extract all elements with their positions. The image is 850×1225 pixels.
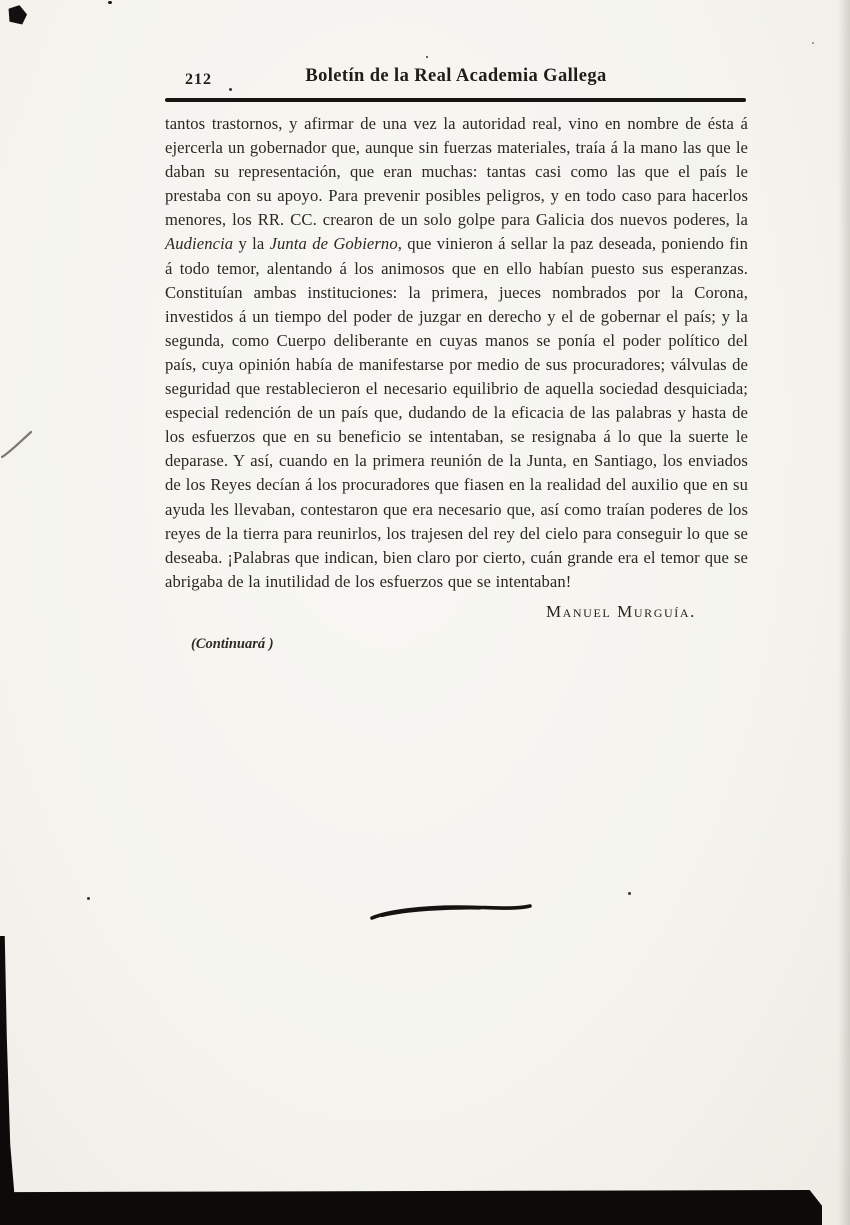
paragraph-segment: , que vinieron á sellar la paz deseada, poniendo fin á todo temor, alentando á los animosos que en ello habían puesto sus esperanzas. Constituían ambas instituciones: la primera, jueces nombrados por la Corona, investidos á un tiempo del poder de juzgar en derecho y el de gobernar el país; y la segunda, como Cuerpo deliberante en cuyas manos se ponía el poder político del país, cuya opinión había de manifestarse por medio de sus procuradores; válvulas de seguridad que restablecieron el necesario equilibrio de aquella sociedad desquiciada; especial redención de un país que, dudando de la eficacia de las palabras y hasta de los esfuerzos que en su beneficio se intentaban, se resignaba á lo que la suerte le deparase. Y así, cuando en la primera reunión de la Junta, en Santiago, los enviados de los Reyes decían á los procuradores que fiasen en la realidad del auxilio que en su ayuda les llevaban, contestaron que era necesario que, así como traían poderes de los reyes de la tierra para reunirlos, los trajesen del rey del cielo para conseguir lo que se deseaba. ¡Palabras que indican, bien claro por cierto, cuán grande era el temor que se abrigaba de la inutilidad de los esfuerzos que se intentaban! bbox=[165, 234, 748, 591]
ink-speck bbox=[87, 897, 90, 900]
ink-speck bbox=[812, 42, 814, 44]
ink-speck bbox=[426, 56, 428, 58]
page-header bbox=[165, 66, 747, 94]
paragraph-segment: tantos trastornos, y afirmar de una vez la autoridad real, vino en nombre de ésta á ejercerla un gobernador que, aunque sin fuerzas materiales, traía á la mano las que le daban su representación, que eran muchas: tantas casi como las que el país le prestaba con su apoyo. Para prevenir posibles peligros, y en todo caso para hacerlos menores, los RR. CC. crearon de un solo golpe para Galicia dos nuevos poderes, la bbox=[165, 114, 748, 230]
author-signature: Manuel Murguía. bbox=[545, 601, 696, 621]
journal-title: Boletín de la Real Academia Gallega bbox=[305, 66, 607, 86]
scan-artifact-left-edge bbox=[0, 936, 17, 1225]
article-body bbox=[165, 112, 748, 653]
scan-artifact-top-left bbox=[7, 4, 28, 25]
header-rule bbox=[165, 98, 746, 102]
paragraph-segment-italic: Junta de Gobierno bbox=[269, 234, 398, 254]
paragraph-segment-italic: Audiencia bbox=[165, 234, 234, 254]
continuation-note: (Continuará ) bbox=[191, 635, 274, 652]
ink-speck bbox=[628, 892, 631, 895]
article-paragraph bbox=[165, 112, 748, 594]
scan-shadow-right-edge bbox=[838, 0, 850, 1225]
page-number: 212 bbox=[185, 71, 212, 88]
pencil-mark bbox=[0, 430, 34, 460]
paragraph-segment: y la bbox=[233, 234, 270, 254]
section-end-rule bbox=[368, 898, 540, 926]
scan-artifact-bottom-edge bbox=[0, 1190, 822, 1225]
ink-speck bbox=[108, 1, 112, 4]
